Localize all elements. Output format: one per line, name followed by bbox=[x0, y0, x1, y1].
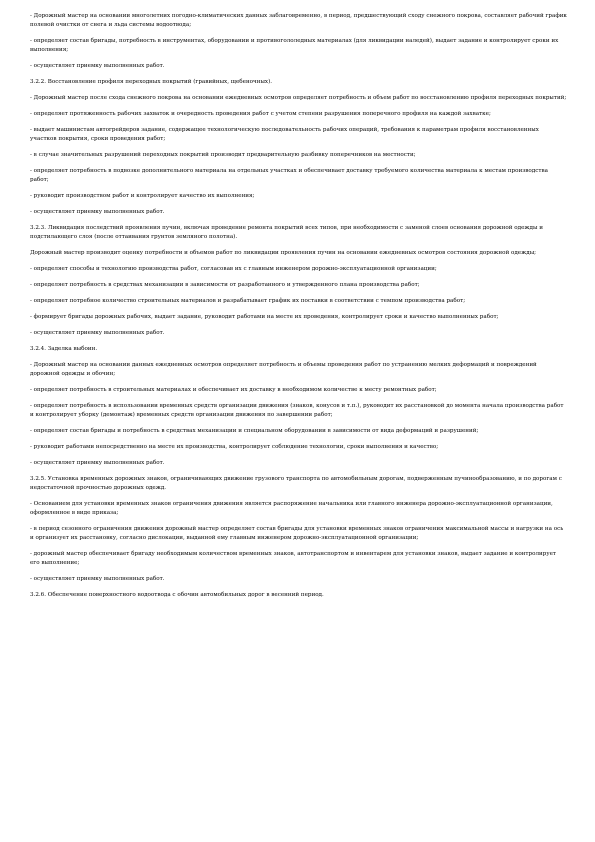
paragraph-3: - осуществляет приемку выполненных работ. bbox=[30, 63, 165, 69]
paragraph-13: Дорожный мастер производит оценку потребности и объемов работ по ликвидации проявления пучин на основании ежедневных осмотров состояния дорожной одежды; bbox=[30, 250, 537, 256]
paragraph-7: - выдает машинистам автогрейдеров задание, содержащее технологическую последовательность рабочих операций, требования к параметрам профиля восстановленных участков покрытия, сроки проведения работ; bbox=[30, 127, 539, 142]
paragraph-1: - Дорожный мастер на основании многолетних погодно-климатических данных заблаговременно, в период, предшествующий сходу снежного покрова, составляет рабочий график полевой очистки от снега и льда системы водоотвода; bbox=[30, 13, 567, 28]
paragraph-24: - руководит работами непосредственно на месте их производства, контролирует соблюдение технологии, сроки выполнения и качество; bbox=[30, 444, 439, 450]
paragraph-23: - определяет состав бригады и потребность в средствах механизации и специальном оборудовании в зависимости от вида деформаций и разрушений; bbox=[30, 428, 479, 434]
paragraph-20: - Дорожный мастер на основании данных ежедневных осмотров определяет потребность и объемы проведения работ по устранению мелких деформаций и повреждений дорожной одежды и обочин; bbox=[30, 362, 537, 377]
section-heading-3-2-6: 3.2.6. Обеспечение поверхностного водоотвода с обочин автомобильных дорог в весенний период. bbox=[30, 592, 324, 598]
paragraph-18: - осуществляет приемку выполненных работ. bbox=[30, 330, 165, 336]
paragraph-27: - Основанием для установки временных знаков ограничения движения является распоряжение начальника или главного инженера дорожно-эксплуатационной организации, оформленное в виде приказа; bbox=[30, 501, 553, 516]
paragraph-8: - в случае значительных разрушений переходных покрытий производит предварительную разбивку поперечников на местности; bbox=[30, 152, 416, 158]
paragraph-16: - определяет потребное количество строительных материалов и разрабатывает график их поставки в соответствии с темпом производства работ; bbox=[30, 298, 466, 304]
paragraph-5: - Дорожный мастер после схода снежного покрова на основании ежедневных осмотров определяет потребность и объем работ по восстановлению профиля переходных покрытий; bbox=[30, 95, 567, 101]
paragraph-9: - определяет потребность в подвозке дополнительного материала на отдельных участках и обеспечивает доставку требуемого количества материала к местам производства работ; bbox=[30, 168, 548, 183]
section-heading-3-2-4: 3.2.4. Заделка выбоин. bbox=[30, 346, 98, 352]
paragraph-10: - руководит производством работ и контролирует качество их выполнения; bbox=[30, 193, 255, 199]
paragraph-17: - формирует бригады дорожных рабочих, выдает задание, руководит работами на месте их проведения, контролирует сроки и качество выполненных работ; bbox=[30, 314, 499, 320]
paragraph-14: - определяет способы и технологию производства работ, согласовав их с главным инженером дорожно-эксплуатационной организации; bbox=[30, 266, 437, 272]
paragraph-2: - определяет состав бригады, потребность в инструментах, оборудовании и противогололедных материалах (для ликвидации наледей), выдает задание и контролирует сроки их выполнения; bbox=[30, 38, 559, 53]
paragraph-28: - в период сезонного ограничения движения дорожный мастер определяет состав бригады для установки временных знаков ограничения максимальной массы и нагрузки на ось и организует их расстановку, согласно дислокации, выданной ему главным инженером дорожно-эксплуатационной организации; bbox=[30, 526, 564, 541]
paragraph-15: - определяет потребность в средствах механизации в зависимости от разработанного и утвержденного плана производства работ; bbox=[30, 282, 420, 288]
section-heading-3-2-5: 3.2.5. Установка временных дорожных знаков, ограничивающих движение грузового транспорта по автомобильным дорогам, подверженным пучинообразованию, и по дорогам с недостаточной прочностью дорожных одежд. bbox=[30, 476, 562, 491]
paragraph-6: - определяет протяженность рабочих захваток и очередность проведения работ с учетом степени разрушения поперечного профиля на каждой захватке; bbox=[30, 111, 491, 117]
section-heading-3-2-2: 3.2.2. Восстановление профиля переходных покрытий (гравийных, щебеночных). bbox=[30, 79, 273, 85]
paragraph-29: - дорожный мастер обеспечивает бригаду необходимым количеством временных знаков, автотранспортом и инвентарем для установки знаков, выдает задание и контролирует его выполнение; bbox=[30, 551, 557, 566]
paragraph-30: - осуществляет приемку выполненных работ. bbox=[30, 576, 165, 582]
paragraph-25: - осуществляет приемку выполненных работ. bbox=[30, 460, 165, 466]
section-heading-3-2-3: 3.2.3. Ликвидация последствий проявления пучин, включая проведение ремонта покрытий всех типов, при необходимости с заменой слоев основания дорожной одежды и подстилающего слоя (после оттаивания грунтов земляного полотна). bbox=[30, 225, 543, 240]
paragraph-21: - определяет потребность в строительных материалах и обеспечивает их доставку в необходимом количестве к месту ремонтных работ; bbox=[30, 387, 437, 393]
paragraph-11: - осуществляет приемку выполненных работ. bbox=[30, 209, 165, 215]
paragraph-22: - определяет потребность в использовании временных средств организации движения (знаков, конусов и т.п.), руководит их расстановкой до момента начала производства работ и контролирует уборку (демонтаж) временных средств организации движения по завершении работ; bbox=[30, 403, 564, 418]
